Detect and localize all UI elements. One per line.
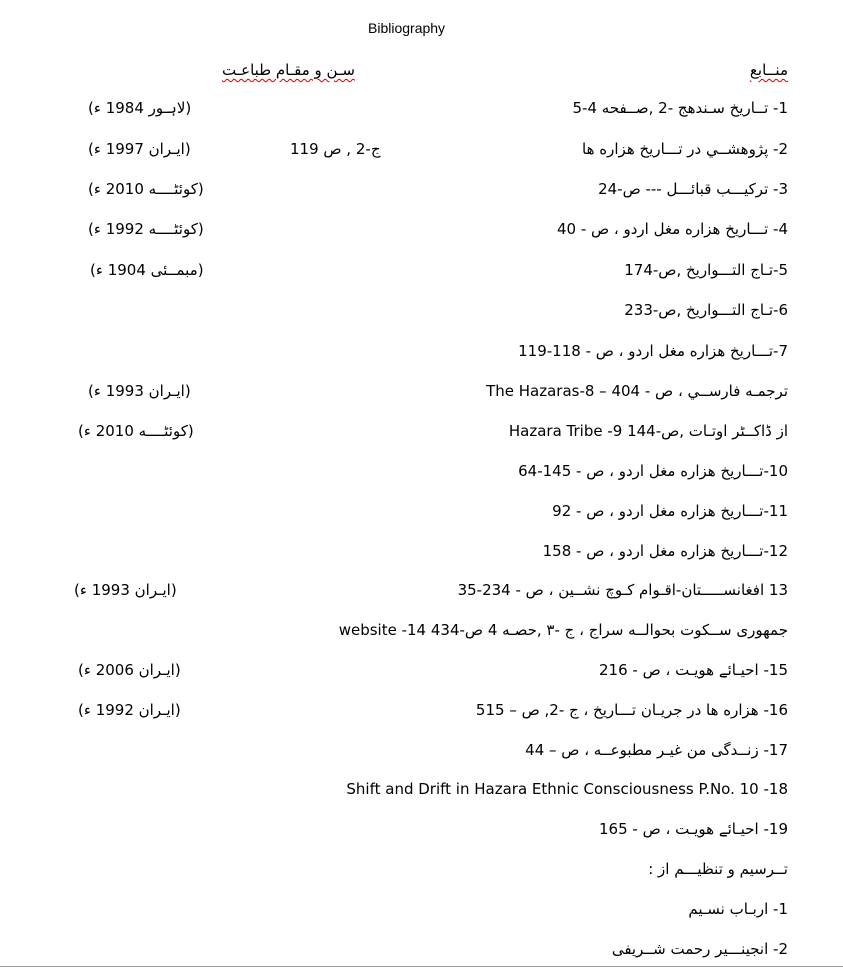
reference-3-publication: (کوئٹــــه 2010 ء) [88,180,204,198]
reference-12: 12-تـــاریخ هزاره مغل اردو ، ص - 158 [542,542,788,560]
reference-13: 13 افغانســـــتان-اقـوام کـوچ نشــين ، ص - 234-35 [457,581,788,599]
reference-7: 7-تـــاریخ هزاره مغل اردو ، ص - 118-119 [518,342,788,360]
page-bottom-rule [0,966,843,967]
compiler-2: 2- انجینـــیر رحمت شــریفی [611,940,788,958]
reference-1: 1- تــاریخ سـندهج -2 ,صــفحه 4-5 [572,99,788,117]
reference-2: 2- پژوهشــي در تـــاريخ هزاره ها [582,140,788,158]
reference-17: 17- زنــدگی من غیـر مطبوعــه ، ص – 44 [525,741,788,759]
reference-15: 15- احیـائے هویـت ، ص - 216 [599,661,788,679]
reference-6: 6-تـاج التـــواريخ ,ص-233 [624,301,788,319]
reference-2-volume-page: ج-2 , ص 119 [290,140,381,158]
reference-10: 10-تـــاریخ هزاره مغل اردو ، ص - 145-64 [518,462,788,480]
reference-5: 5-تـاج التـــواريخ ,ص-174 [624,261,788,279]
reference-18: Shift and Drift in Hazara Ethnic Consciousness P.No. 10 -18 [346,780,788,798]
reference-8-publication: (ایـران 1993 ء) [88,382,191,400]
reference-8: The Hazaras-8 – ترجمـه فارســي ، ص - 404 [486,382,788,400]
reference-11: 11-تـــاریخ هزاره مغل اردو ، ص - 92 [552,502,788,520]
page-title: Bibliography [368,20,446,36]
reference-9-publication: (کوئٹــــه 2010 ء) [78,422,194,440]
reference-15-publication: (ایـران 2006 ء) [78,661,181,679]
reference-3: 3- ترکیـــب قبائـــل --- ص-24 [598,180,788,198]
reference-9: Hazara Tribe -9 از ڈاکــٹر اوتـات ,ص-144 [508,422,788,440]
reference-16: 16- هزاره ها در جريـان تـــاريخ ، ج -2, ص – 515 [475,701,788,719]
reference-14: website -14 جمهوری ســکوت بحوالــه سراج ، ج -٣ ,حصـه 4 ص-434 [338,621,788,639]
publication-header: سـن و مقـام طباعـت [222,61,355,79]
reference-4-publication: (کوئٹــــه 1992 ء) [88,220,204,238]
reference-5-publication: (مبمــئی 1904 ء) [90,261,204,279]
compilers-heading: تــرسیم و تنظیـــم از : [648,860,788,878]
reference-13-publication: (ایـران 1993 ء) [74,581,177,599]
sources-header: منــابع [749,61,788,79]
reference-16-publication: (ایـران 1992 ء) [78,701,181,719]
reference-19: 19- احیـائے هویـت ، ص - 165 [599,820,788,838]
reference-2-publication: (ایـران 1997 ء) [88,140,191,158]
reference-1-publication: (لاہـور 1984 ء) [88,99,192,117]
compiler-1: 1- اربـاب نسـیم [688,900,788,918]
reference-4: 4- تـــاریخ هزاره مغل اردو ، ص - 40 [556,220,788,238]
